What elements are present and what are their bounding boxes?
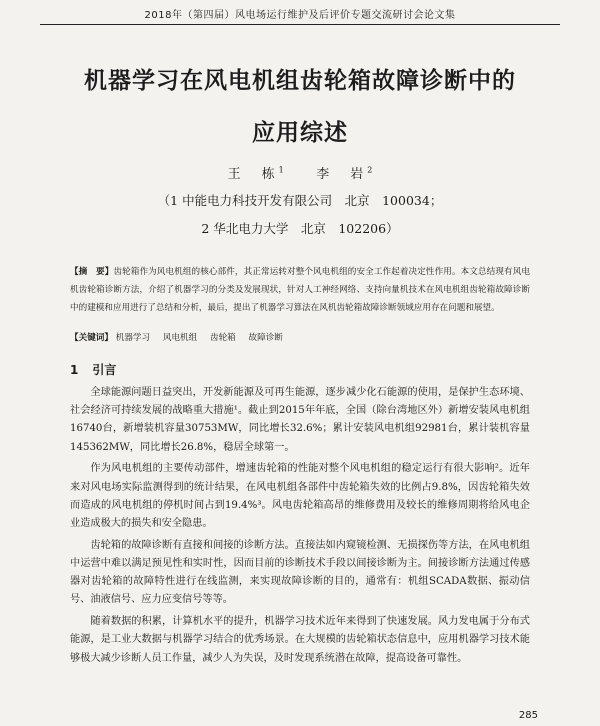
body-text (70, 384, 530, 671)
paper-title-line-2: 应用综述 (252, 120, 348, 146)
affiliation-2: 2 华北电力大学 北京 102206） (201, 221, 399, 236)
paragraph: 齿轮箱的故障诊断有直接和间接的诊断方法。直接法如内窥镜检测、无损探伤等方法，在风电机组中运营中难以满足预见性和实时性，因而目前的诊断技术手段以间接诊断为主。间接诊断方法通过传感器对齿轮箱的故障特性进行在线监测，来实现故障诊断的目的，通常有：机组SCADA数据、振动信号、油液信号、应力应变信号等等。 (70, 539, 530, 606)
abstract-label: 【摘 要】 (70, 267, 114, 277)
keyword: 机器学习 (115, 333, 151, 343)
paper-title-line-1: 机器学习在风电机组齿轮箱故障诊断中的 (84, 68, 516, 94)
affiliation-1: （1 中能电力科技开发有限公司 北京 100034； (157, 193, 443, 208)
section-heading (70, 361, 116, 378)
author-name: 李 岩 (316, 167, 368, 182)
keyword: 风电机组 (162, 333, 198, 343)
paragraph: 全球能源问题日益突出，开发新能源及可再生能源，逐步减少化石能源的使用，是保护生态环境、社会经济可持续发展的战略重大措施¹。截止到2015年年底，全国（除台湾地区外）新增安装风电机组16740台，新增装机容量30753MW，同比增长32.6%；累计安装风电机组92981台，累计装机容量145362MW，同比增长26.8%，稳居全球第一。 (70, 387, 530, 453)
author-affiliation-mark: 1 (278, 165, 284, 175)
keywords-label: 【关键词】 (70, 333, 113, 343)
section-number: 1 (70, 363, 79, 377)
abstract-text: 齿轮箱作为风电机组的核心部件，其正常运转对整个风电机组的安全工作起着决定性作用。本文总结现有风电机齿轮箱诊断方法，介绍了机器学习的分类及发展现状，针对人工神经网络、支持向量机技术在风电机组齿轮箱故障诊断中的建模和应用进行了总结和分析，最后，提出了机器学习算法在风机齿轮箱故障诊断领域应用存在问题和展望。 (70, 267, 530, 313)
author-name: 王 栋 (227, 167, 279, 182)
abstract (70, 263, 530, 317)
page-number: 285 (518, 710, 538, 721)
section-title: 引言 (92, 363, 117, 377)
author-list (0, 163, 600, 182)
author-affiliation-mark: 2 (367, 165, 373, 175)
running-header: 2018年（第四届）风电场运行维护及后评价专题交流研讨会论文集 (144, 10, 456, 21)
header-rule (40, 24, 560, 25)
keywords (70, 331, 530, 343)
keyword: 齿轮箱 (209, 333, 236, 343)
paragraph: 随着数据的积累，计算机水平的提升，机器学习技术近年来得到了快速发展。风力发电属于分布式能源，是工业大数据与机器学习结合的优秀场景。在大规模的齿轮箱状态信息中，应用机器学习技术能够极大减少诊断人员工作量，减少人为失误，及时发现系统潜在故障，提高设备可靠性。 (70, 616, 530, 664)
paragraph: 作为风电机组的主要传动部件，增速齿轮箱的性能对整个风电机组的稳定运行有很大影响²。近年来对风电场实际监测得到的统计结果，在风电机组各部件中齿轮箱失效的比例占9.8%，因齿轮箱失效而造成的风电机组的停机时间占到19.4%³。风电齿轮箱高昂的维修费用及较长的维修周期将给风电企业造成极大的损失和安全隐患。 (70, 463, 530, 530)
keyword: 故障诊断 (248, 333, 283, 343)
